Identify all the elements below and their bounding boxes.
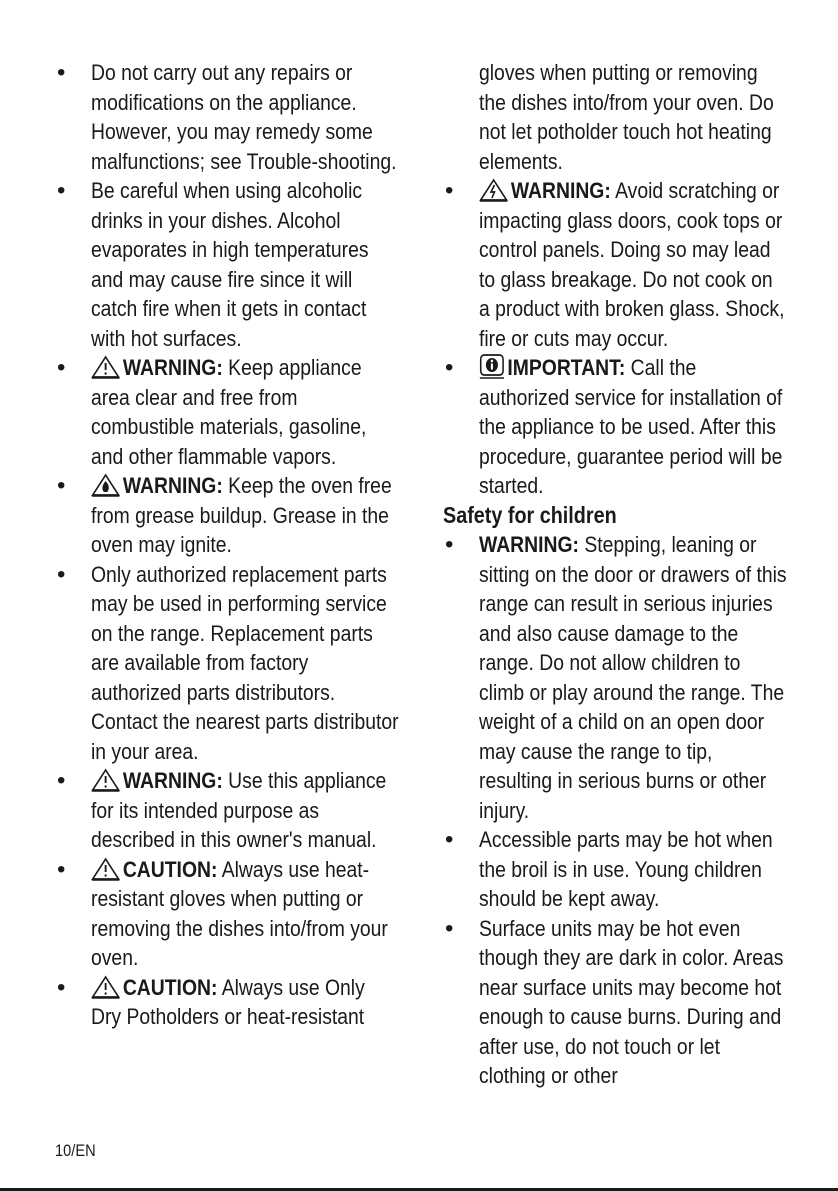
item-text: Be careful when using alcoholic drinks in your dishes. Alcohol evaporates in high temperatures and may cause fire since it will catch fire when it gets in contact with hot surfaces. [91, 178, 369, 351]
bullet: • [57, 472, 66, 499]
item-text: Avoid scratching or impacting glass doors, cook tops or control panels. Doing so may lead to glass breakage. Do not cook on a product with broken glass. Shock, fire or cuts may occur. [479, 178, 785, 351]
important-label: IMPORTANT: [507, 355, 626, 380]
warning-triangle-icon [91, 857, 120, 881]
list-item [55, 560, 400, 767]
item-text: Stepping, leaning or sitting on the door or drawers of this range can result in serious injuries and also cause damage to the range. Do not allow children to climb or play around the range. The weight of a child on an open door may cause the range to tip, resulting in serious burns or other injury. [479, 532, 787, 823]
list-item [55, 973, 400, 1032]
fire-warning-icon [91, 473, 120, 497]
item-text: Keep the oven free from grease buildup. Grease in the oven may ignite. [91, 473, 392, 557]
info-icon [479, 353, 505, 379]
list-item [443, 914, 788, 1091]
item-text: Accessible parts may be hot when the broil is in use. Young children should be kept away. [479, 827, 773, 911]
list-item [443, 825, 788, 914]
caution-label: CAUTION: [122, 974, 218, 1000]
bullet: • [57, 354, 66, 381]
bullet: • [57, 59, 66, 86]
list-item [55, 471, 400, 560]
warning-label: WARNING: [479, 532, 579, 557]
list-item [443, 530, 788, 825]
warning-label: WARNING: [122, 355, 223, 380]
children-safety-list [443, 530, 788, 1091]
list-item [55, 353, 400, 471]
warning-label: WARNING: [122, 768, 223, 793]
item-text: Call the authorized service for installation of the appliance to be used. After this procedure, guarantee period will be started. [479, 355, 783, 498]
item-text: Do not carry out any repairs or modifications on the appliance. However, you may remedy some malfunctions; see Trouble-shooting. [91, 60, 397, 174]
page-number: 10/EN [55, 1141, 96, 1160]
warning-label: WARNING: [510, 178, 611, 203]
bullet: • [57, 855, 66, 883]
item-text: Surface units may be hot even though they are dark in color. Areas near surface units may become hot enough to cause burns. During and after use, do not touch or let clothing or other [479, 915, 784, 1088]
list-item [443, 176, 788, 353]
bullet: • [57, 177, 66, 204]
warning-triangle-icon [91, 768, 120, 792]
list-item [55, 766, 400, 855]
safety-list-right [443, 176, 788, 501]
electric-warning-icon [479, 178, 508, 202]
list-item [55, 855, 400, 973]
bullet: • [445, 531, 454, 558]
right-column [443, 58, 788, 1091]
bullet: • [445, 826, 454, 853]
left-column [55, 58, 400, 1032]
bullet: • [57, 767, 66, 794]
item-text: Always use Only Dry Potholders or heat-resistant [91, 974, 365, 1029]
section-heading: Safety for children [443, 501, 617, 528]
caution-label: CAUTION: [122, 856, 218, 882]
item-text: Keep appliance area clear and free from combustible materials, gasoline, and other flammable vapors. [91, 355, 367, 469]
bullet: • [445, 914, 454, 942]
item-text: Only authorized replacement parts may be used in performing service on the range. Replacement parts are available from factory authorized parts distributors. Contact the nearest parts distributor in your area. [91, 561, 399, 764]
bullet: • [57, 973, 66, 1001]
safety-list-left [55, 58, 400, 1032]
bullet: • [445, 354, 454, 381]
warning-triangle-icon [91, 355, 120, 379]
list-item [55, 176, 400, 353]
warning-triangle-icon [91, 975, 120, 999]
warning-label: WARNING: [122, 473, 223, 498]
bullet: • [445, 177, 454, 204]
item-text: Always use heat-resistant gloves when putting or removing the dishes into/from your oven. [91, 856, 388, 970]
continued-text: gloves when putting or removing the dishes into/from your oven. Do not let potholder touch hot heating elements. [479, 60, 774, 174]
list-item [55, 58, 400, 176]
item-text: Use this appliance for its intended purpose as described in this owner's manual. [91, 768, 387, 852]
bullet: • [57, 560, 66, 588]
list-item [443, 353, 788, 501]
